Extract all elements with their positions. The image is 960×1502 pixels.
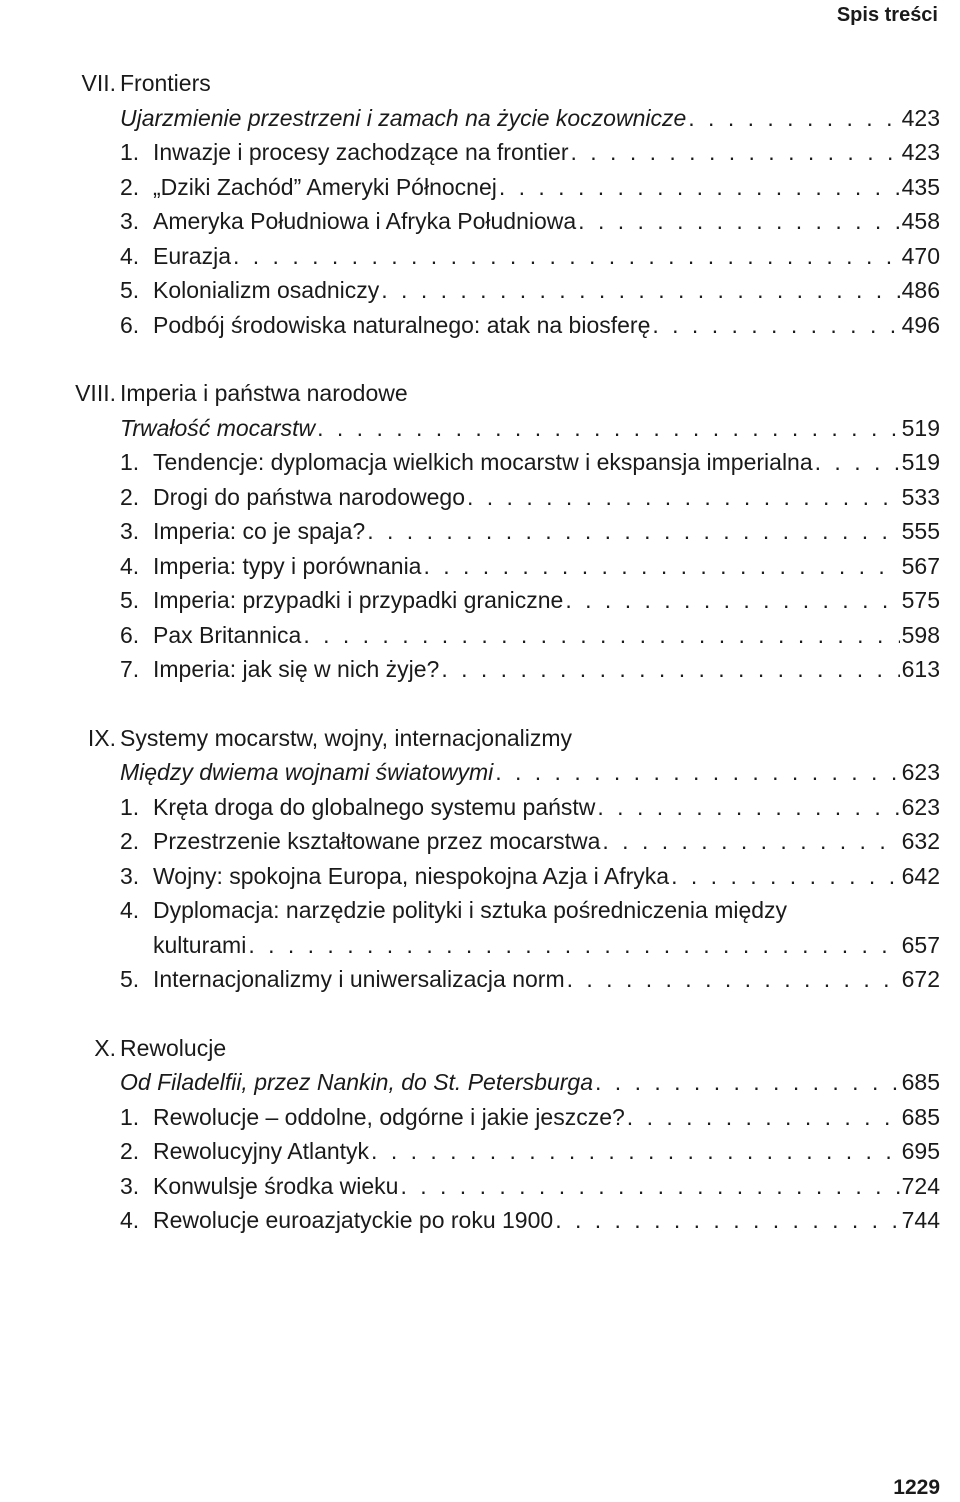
chapter-block <box>0 66 960 342</box>
entry-title: Ameryka Południowa i Afryka Południowa <box>153 208 577 234</box>
toc-entry-line <box>0 549 960 584</box>
entry-page-number: 486 <box>901 277 940 303</box>
dot-leader <box>650 308 900 343</box>
entry-title: Imperia: typy i porównania <box>153 552 422 579</box>
dot-leader <box>593 1065 900 1100</box>
toc-entry <box>153 204 940 239</box>
item-number: 1. <box>120 139 140 165</box>
chapter-heading <box>0 721 960 756</box>
item-number: 2. <box>120 173 140 200</box>
chapter-heading <box>0 1031 960 1066</box>
toc-entry <box>153 273 940 308</box>
item-number: 3. <box>120 518 140 544</box>
table-of-contents <box>0 66 960 1272</box>
chapter-block <box>0 721 960 997</box>
toc-entry-line <box>0 962 960 997</box>
toc-entry-line <box>0 1065 960 1100</box>
entry-title: kulturami <box>153 931 247 958</box>
toc-entry <box>153 549 940 584</box>
toc-entry <box>120 101 940 136</box>
entry-page-number: 657 <box>901 931 940 958</box>
toc-entry-line <box>0 1134 960 1169</box>
entry-title: Przestrzenie kształtowane przez mocarstwa <box>153 828 601 854</box>
toc-entry-line <box>0 583 960 618</box>
toc-entry-line <box>0 514 960 549</box>
dot-leader <box>369 1134 900 1169</box>
dot-leader <box>379 273 900 308</box>
toc-entry <box>153 1203 940 1238</box>
toc-entry <box>120 411 940 446</box>
entry-title: Od Filadelfii, przez Nankin, do St. Petersburga <box>120 1069 594 1095</box>
entry-title: Dyplomacja: narzędzie polityki i sztuka pośredniczenia między <box>153 897 788 923</box>
entry-page-number: 423 <box>901 104 940 131</box>
entry-title: Wojny: spokojna Europa, niespokojna Azja i Afryka <box>153 862 670 889</box>
dot-leader <box>439 652 900 687</box>
item-number: 5. <box>120 587 140 613</box>
item-number: 4. <box>120 242 140 269</box>
dot-leader <box>625 1100 900 1135</box>
entry-title: Rewolucyjny Atlantyk <box>153 1138 370 1164</box>
toc-entry <box>153 135 940 170</box>
entry-title: Rewolucje euroazjatyckie po roku 1900 <box>153 1207 554 1233</box>
chapter-number: VII. <box>81 70 116 96</box>
chapter-heading <box>0 376 960 411</box>
dot-leader <box>576 204 900 239</box>
item-number: 3. <box>120 1172 140 1199</box>
toc-entry-line <box>0 928 960 963</box>
entry-page-number: 470 <box>901 242 940 269</box>
item-number: 1. <box>120 793 140 820</box>
entry-page-number: 724 <box>901 1172 940 1199</box>
entry-page-number: 435 <box>901 173 940 200</box>
toc-entry-line <box>0 1100 960 1135</box>
page-number: 1229 <box>893 1476 940 1499</box>
entry-title: Ujarzmienie przestrzeni i zamach na życie koczownicze <box>120 104 687 131</box>
dot-leader <box>553 1203 900 1238</box>
dot-leader <box>231 239 900 274</box>
dot-leader <box>398 1169 900 1204</box>
entry-page-number: 685 <box>901 1069 940 1095</box>
item-number: 4. <box>120 897 140 923</box>
toc-entry <box>153 239 940 274</box>
entry-page-number: 623 <box>901 759 940 785</box>
chapter-heading <box>0 66 960 101</box>
toc-entry-line <box>0 1203 960 1238</box>
toc-entry-line <box>0 480 960 515</box>
dot-leader <box>315 411 900 446</box>
entry-title: Tendencje: dyplomacja wielkich mocarstw i ekspansja imperialna <box>153 449 813 475</box>
toc-entry-line <box>0 790 960 825</box>
item-number: 1. <box>120 449 140 475</box>
chapter-number: VIII. <box>75 380 116 406</box>
entry-title: Drogi do państwa narodowego <box>153 483 465 510</box>
item-number: 2. <box>120 483 140 510</box>
toc-entry-line <box>0 652 960 687</box>
toc-entry-line <box>0 618 960 653</box>
entry-page-number: 632 <box>901 828 940 854</box>
running-header: Spis treści <box>836 4 938 26</box>
toc-entry-line <box>0 1169 960 1204</box>
toc-entry <box>153 859 940 894</box>
item-number: 7. <box>120 656 140 682</box>
toc-entry <box>153 1169 940 1204</box>
entry-title: Imperia: przypadki i przypadki graniczne <box>153 587 564 613</box>
toc-entry <box>153 308 940 343</box>
item-number: 5. <box>120 966 140 992</box>
toc-entry-line <box>0 135 960 170</box>
toc-entry-line <box>0 755 960 790</box>
chapter-title: Frontiers <box>120 70 211 96</box>
dot-leader <box>565 962 900 997</box>
toc-entry <box>153 618 940 653</box>
entry-title: Eurazja <box>153 242 231 269</box>
entry-page-number: 458 <box>901 208 940 234</box>
toc-entry <box>153 170 940 205</box>
item-number: 2. <box>120 1138 140 1164</box>
entry-title: Internacjonalizmy i uniwersalizacja norm <box>153 966 565 992</box>
chapter-block <box>0 1031 960 1238</box>
item-number: 6. <box>120 311 140 338</box>
toc-entry <box>120 755 940 790</box>
entry-title: „Dziki Zachód” Ameryki Północnej <box>153 173 497 200</box>
entry-title: Imperia: jak się w nich żyje? <box>153 656 440 682</box>
toc-entry-line <box>0 239 960 274</box>
toc-entry <box>153 1100 940 1135</box>
entry-title: Rewolucje – oddolne, odgórne i jakie jeszcze? <box>153 1103 625 1130</box>
dot-leader <box>600 824 900 859</box>
entry-page-number: 695 <box>901 1138 940 1164</box>
entry-title: Kolonializm osadniczy <box>153 277 380 303</box>
item-number: 5. <box>120 277 140 303</box>
toc-entry-line <box>0 893 960 928</box>
toc-entry-line <box>0 445 960 480</box>
dot-leader <box>569 135 901 170</box>
entry-page-number: 575 <box>901 587 940 613</box>
toc-entry <box>120 1065 940 1100</box>
item-number: 3. <box>120 208 140 234</box>
dot-leader <box>301 618 900 653</box>
toc-entry <box>153 824 940 859</box>
entry-title: Imperia: co je spaja? <box>153 518 366 544</box>
entry-page-number: 519 <box>901 414 940 441</box>
toc-entry-line <box>0 170 960 205</box>
toc-entry <box>153 652 940 687</box>
dot-leader <box>497 170 900 205</box>
entry-page-number: 423 <box>901 139 940 165</box>
dot-leader <box>421 549 900 584</box>
dot-leader <box>493 755 900 790</box>
toc-entry <box>153 1134 940 1169</box>
item-number: 4. <box>120 1207 140 1233</box>
entry-page-number: 685 <box>901 1103 940 1130</box>
entry-page-number: 623 <box>901 793 940 820</box>
entry-page-number: 744 <box>901 1207 940 1233</box>
toc-entry-line <box>0 101 960 136</box>
dot-leader <box>595 790 900 825</box>
chapter-title: Systemy mocarstw, wojny, internacjonalizmy <box>120 724 573 751</box>
chapter-number: X. <box>94 1034 116 1061</box>
toc-entry <box>153 790 940 825</box>
toc-entry <box>153 480 940 515</box>
toc-entry-line <box>0 204 960 239</box>
toc-entry-line <box>0 308 960 343</box>
toc-entry <box>153 962 940 997</box>
chapter-title: Rewolucje <box>120 1034 227 1061</box>
toc-entry <box>153 445 940 480</box>
entry-page-number: 598 <box>901 621 940 648</box>
chapter-number: IX. <box>87 724 116 751</box>
entry-title: Trwałość mocarstw <box>120 414 316 441</box>
dot-leader <box>365 514 900 549</box>
dot-leader <box>669 859 900 894</box>
toc-entry-line <box>0 859 960 894</box>
entry-page-number: 642 <box>901 862 940 889</box>
entry-title: Konwulsje środka wieku <box>153 1172 399 1199</box>
item-number: 1. <box>120 1103 140 1130</box>
item-number: 4. <box>120 552 140 579</box>
toc-entry <box>153 514 940 549</box>
toc-entry-line <box>0 824 960 859</box>
entry-title: Pax Britannica <box>153 621 302 648</box>
entry-title: Między dwiema wojnami światowymi <box>120 759 494 785</box>
entry-page-number: 613 <box>901 656 940 682</box>
item-number: 3. <box>120 862 140 889</box>
dot-leader <box>563 583 900 618</box>
entry-page-number: 555 <box>901 518 940 544</box>
toc-entry-line <box>0 273 960 308</box>
dot-leader <box>246 928 900 963</box>
entry-page-number: 519 <box>901 449 940 475</box>
chapter-title: Imperia i państwa narodowe <box>120 380 408 406</box>
chapter-block <box>0 376 960 687</box>
entry-title: Inwazje i procesy zachodzące na frontier <box>153 139 569 165</box>
entry-page-number: 567 <box>901 552 940 579</box>
entry-title: Kręta droga do globalnego systemu państw <box>153 793 596 820</box>
dot-leader <box>686 101 900 136</box>
item-number: 2. <box>120 828 140 854</box>
entry-page-number: 672 <box>901 966 940 992</box>
toc-entry <box>153 928 940 963</box>
entry-title: Podbój środowiska naturalnego: atak na biosferę <box>153 311 651 338</box>
dot-leader <box>465 480 900 515</box>
toc-entry <box>153 583 940 618</box>
toc-entry-line <box>0 411 960 446</box>
item-number: 6. <box>120 621 140 648</box>
entry-page-number: 533 <box>901 483 940 510</box>
dot-leader <box>813 445 900 480</box>
entry-page-number: 496 <box>901 311 940 338</box>
